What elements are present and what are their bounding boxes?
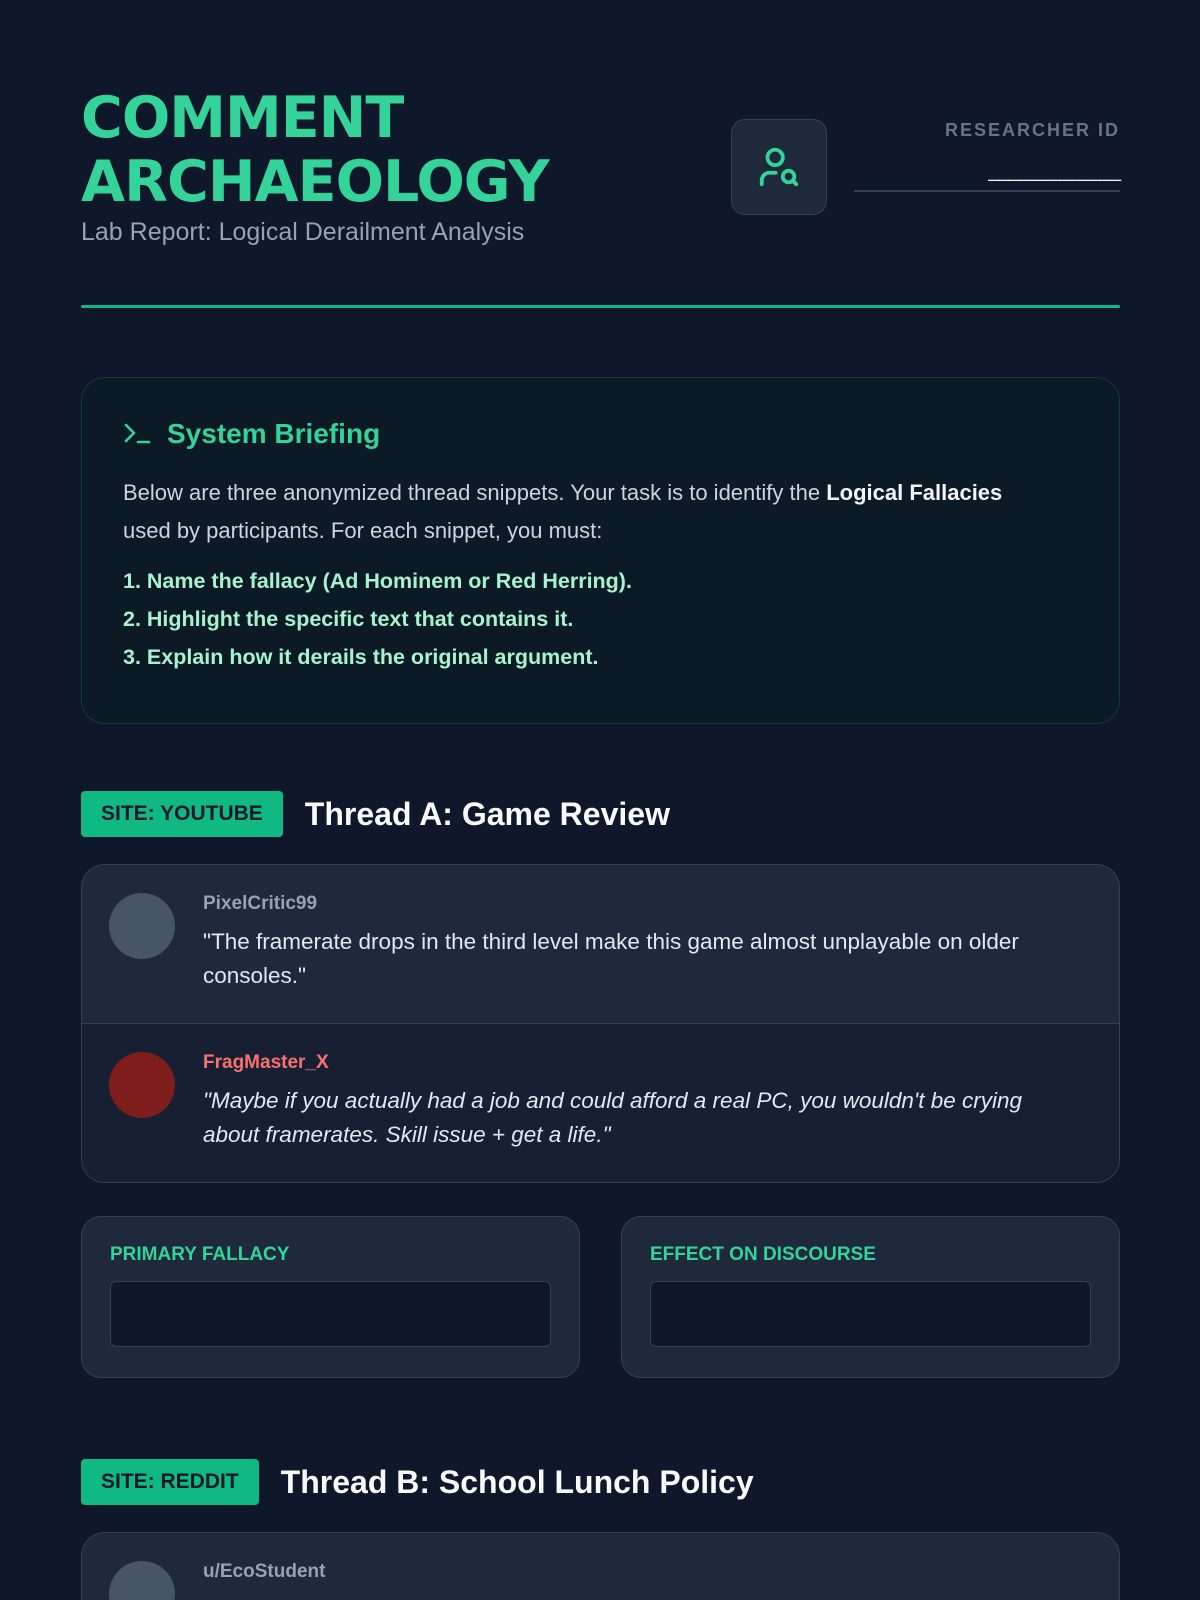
briefing-step: 1. Name the fallacy (Ad Hominem or Red Herring). [123, 569, 632, 593]
avatar [109, 1052, 175, 1118]
comment-username[interactable]: FragMaster_X [203, 1052, 329, 1073]
briefing-steps [123, 562, 1078, 676]
thread-a-card [81, 864, 1120, 1183]
page-title [81, 86, 641, 214]
lab-report-page [81, 0, 1120, 1582]
title-line-1: COMMENT [81, 85, 404, 151]
briefing-text [123, 474, 1023, 550]
thread-b-header [81, 1459, 754, 1505]
primary-fallacy-card [81, 1216, 580, 1378]
briefing-heading [123, 416, 1078, 452]
site-badge-youtube: SITE: YOUTUBE [81, 791, 283, 837]
thread-b-title: Thread B: School Lunch Policy [280, 1463, 754, 1500]
researcher-id-field[interactable]: _____________ [854, 158, 1120, 192]
system-briefing-panel [81, 377, 1120, 724]
primary-fallacy-label: PRIMARY FALLACY [110, 1244, 290, 1265]
avatar [109, 1561, 175, 1600]
thread-b-card [81, 1532, 1120, 1600]
comment-reply [82, 1023, 1119, 1182]
comment-original [82, 1533, 1119, 1600]
researcher-icon-box[interactable] [731, 119, 827, 215]
comment-text: "The framerate drops in the third level make this game almost unplayable on older consoles." [203, 929, 1019, 988]
researcher-id-label: RESEARCHER ID [944, 120, 1120, 140]
briefing-title: System Briefing [167, 418, 381, 449]
user-search-icon [756, 144, 802, 190]
comment-username[interactable]: PixelCritic99 [203, 893, 318, 914]
report-header [81, 0, 1120, 310]
briefing-text-start: Below are three anonymized thread snippets. Your task is to identify the [123, 480, 827, 505]
effect-on-discourse-card [621, 1216, 1120, 1378]
primary-fallacy-input[interactable] [110, 1281, 551, 1347]
briefing-step: 3. Explain how it derails the original argument. [123, 645, 599, 669]
site-badge-reddit: SITE: REDDIT [81, 1459, 259, 1505]
comment-username[interactable]: u/EcoStudent [203, 1561, 326, 1582]
comment-original [82, 865, 1119, 1023]
header-divider [81, 305, 1120, 308]
thread-a-title: Thread A: Game Review [304, 795, 670, 832]
avatar [109, 893, 175, 959]
comment-text: "Maybe if you actually had a job and could afford a real PC, you wouldn't be crying about framerates. Skill issue + get a life." [203, 1088, 1023, 1147]
effect-on-discourse-label: EFFECT ON DISCOURSE [650, 1244, 876, 1265]
title-line-2: ARCHAEOLOGY [81, 149, 549, 215]
briefing-step: 2. Highlight the specific text that contains it. [123, 607, 574, 631]
effect-on-discourse-input[interactable] [650, 1281, 1091, 1347]
thread-a-header [81, 791, 670, 837]
terminal-icon [123, 421, 151, 447]
briefing-text-strong: Logical Fallacies [826, 480, 1003, 505]
page-subtitle: Lab Report: Logical Derailment Analysis [81, 218, 525, 246]
briefing-text-end: used by participants. For each snippet, you must: [123, 518, 603, 543]
